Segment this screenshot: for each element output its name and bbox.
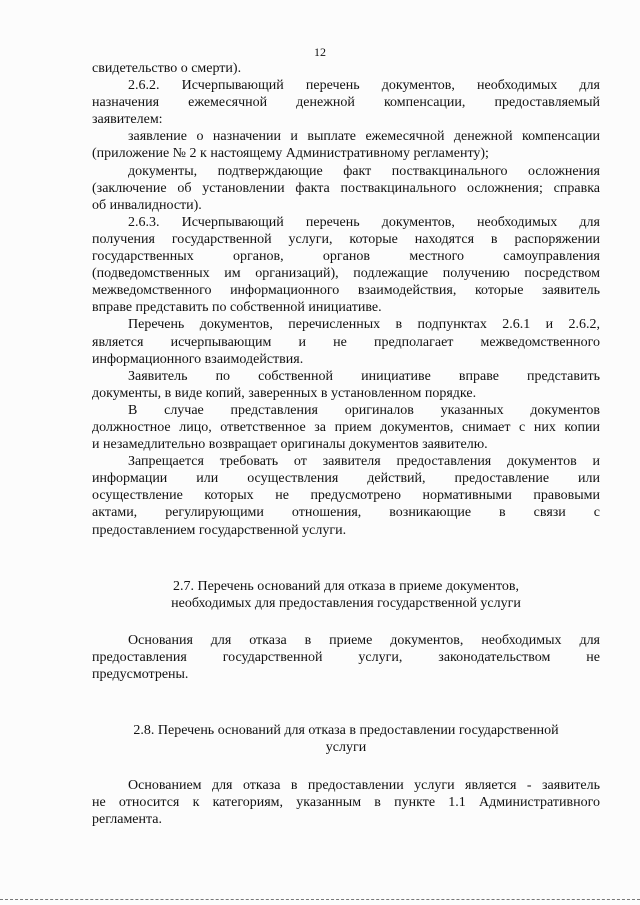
section-2-8-heading: [92, 722, 600, 757]
paragraph: [92, 316, 600, 367]
scan-edge-line: [0, 899, 640, 901]
text-line: предоставления государственной услуги, законодательством не: [92, 649, 600, 665]
text-line: Основания для отказа в приеме документов, необходимых для: [128, 632, 600, 648]
page-number: 12: [314, 45, 326, 59]
paragraph: [92, 777, 600, 828]
text-line: (приложение № 2 к настоящему Административному регламенту);: [92, 146, 489, 162]
text-line: Запрещается требовать от заявителя предоставления документов и: [128, 454, 600, 470]
paragraph: [92, 402, 600, 453]
text-line: вправе представить по собственной инициативе.: [92, 300, 382, 316]
text-line: заявление о назначении и выплате ежемесячной денежной компенсации: [128, 129, 600, 145]
text-line: актами, регулирующими отношения, возникающие в связи с: [92, 505, 600, 521]
text-line: информации или осуществления действий, предоставление или: [92, 471, 600, 487]
paragraph: [92, 60, 600, 77]
text-line: информационного взаимодействия.: [92, 351, 304, 367]
paragraph: [92, 368, 600, 402]
section-2-7-heading: [92, 578, 600, 613]
heading-line: услуги: [325, 740, 367, 756]
text-line: (подведомственных им организаций), подлежащие получению посредством: [92, 266, 600, 282]
text-line: государственных органов, органов местного самоуправления: [92, 249, 600, 265]
text-line: регламента.: [92, 812, 163, 828]
paragraph: [92, 128, 600, 162]
text-line: документы, в виде копий, заверенных в установленном порядке.: [92, 385, 477, 401]
paragraph: [92, 453, 600, 538]
text-line: Заявитель по собственной инициативе вправе представить: [128, 368, 600, 384]
text-line: предоставлением государственной услуги.: [92, 522, 347, 538]
text-line: заявителем:: [92, 112, 163, 128]
text-line: (заключение об установлении факта поствакцинального осложнения; справка: [92, 180, 600, 196]
section-2-7-text: [92, 632, 600, 683]
text-line: 2.6.3. Исчерпывающий перечень документов, необходимых для: [128, 214, 600, 230]
document-body: [92, 60, 600, 828]
text-line: Основанием для отказа в предоставлении услуги является - заявитель: [128, 777, 600, 793]
text-line: должностное лицо, ответственное за прием документов, снимает с них копии: [92, 419, 600, 435]
text-line: Перечень документов, перечисленных в подпунктах 2.6.1 и 2.6.2,: [128, 317, 600, 333]
text-line: об инвалидности).: [92, 197, 202, 213]
text-line: назначения ежемесячной денежной компенсации, предоставляемый: [92, 95, 600, 111]
text-line: осуществление которых не предусмотрено нормативными правовыми: [92, 488, 600, 504]
text-line: не относится к категориям, указанным в пункте 1.1 Административного: [92, 795, 600, 810]
paragraph: [92, 632, 600, 683]
paragraph: [92, 77, 600, 128]
text-line: свидетельство о смерти).: [92, 61, 242, 76]
heading-line: 2.8. Перечень оснований для отказа в предоставлении государственной: [133, 722, 559, 738]
paragraph: [92, 163, 600, 214]
text-line: предусмотрены.: [92, 666, 189, 682]
text-line: 2.6.2. Исчерпывающий перечень документов, необходимых для: [128, 78, 600, 94]
text-line: получения государственной услуги, которые находятся в распоряжении: [92, 231, 600, 247]
section-2-6-text: [92, 60, 600, 539]
text-line: В случае представления оригиналов указанных документов: [128, 402, 600, 418]
section-2-8-text: [92, 777, 600, 828]
text-line: межведомственного информационного взаимодействия, которые заявитель: [92, 283, 600, 299]
heading-line: необходимых для предоставления государственной услуги: [171, 596, 521, 612]
text-line: и незамедлительно возвращает оригиналы документов заявителю.: [92, 437, 488, 453]
paragraph: [92, 214, 600, 317]
heading-line: 2.7. Перечень оснований для отказа в приеме документов,: [172, 578, 520, 594]
text-line: является исчерпывающим и не предполагает межведомственного: [92, 334, 600, 350]
text-line: документы, подтверждающие факт поствакцинального осложнения: [128, 163, 600, 179]
